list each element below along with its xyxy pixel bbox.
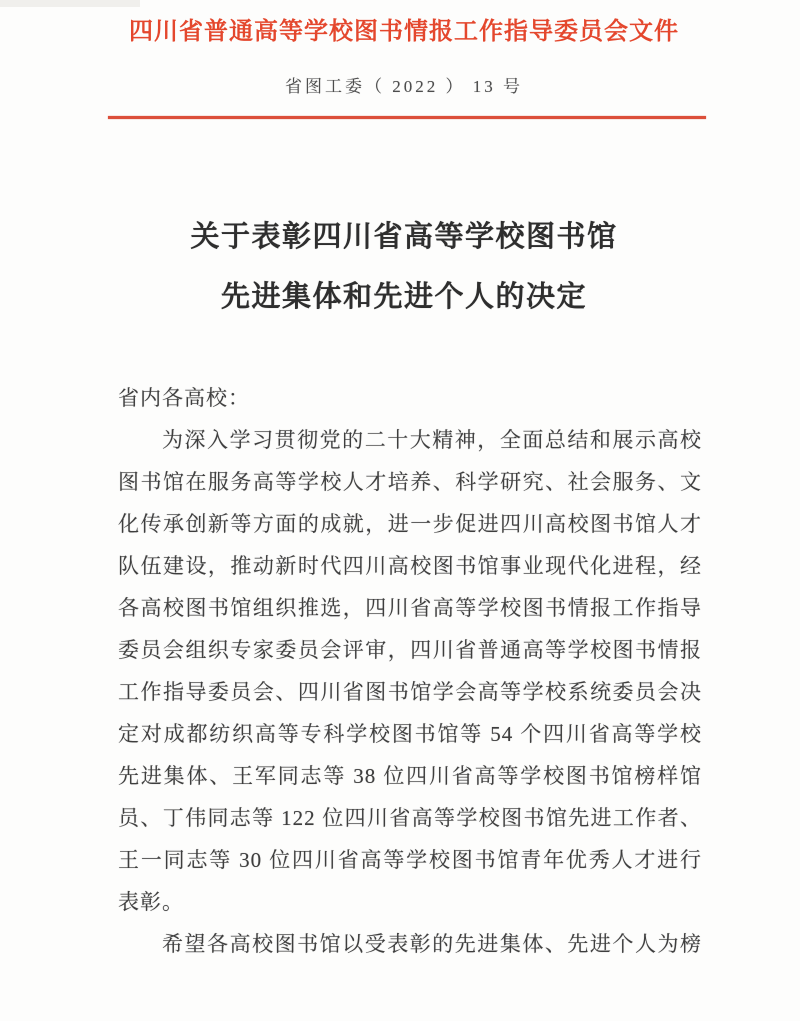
red-divider-line: [108, 116, 706, 119]
document-body: [118, 377, 702, 965]
body-line: 工作指导委员会、四川省图书馆学会高等学校系统委员会决: [118, 680, 702, 704]
body-line: 先进集体、王军同志等 38 位四川省高等学校图书馆榜样馆: [118, 764, 702, 788]
body-line: 化传承创新等方面的成就，进一步促进四川高校图书馆人才: [118, 512, 702, 536]
body-line: 委员会组织专家委员会评审，四川省普通高等学校图书情报: [118, 638, 702, 662]
document-title-line-1: 关于表彰四川省高等学校图书馆: [190, 221, 618, 253]
document-number: 省图工委（ 2022 ） 13 号: [285, 77, 523, 96]
body-line: 图书馆在服务高等学校人才培养、科学研究、社会服务、文: [118, 470, 702, 494]
salutation: 省内各高校：: [118, 386, 250, 410]
document-title: [8, 207, 800, 327]
body-line: 定对成都纺织高等专科学校图书馆等 54 个四川省高等学校: [118, 722, 702, 746]
body-line: 希望各高校图书馆以受表彰的先进集体、先进个人为榜: [162, 932, 702, 956]
body-line: 为深入学习贯彻党的二十大精神，全面总结和展示高校: [162, 428, 702, 452]
document-title-line-2: 先进集体和先进个人的决定: [220, 281, 587, 313]
body-line: 队伍建设，推动新时代四川高校图书馆事业现代化进程，经: [118, 554, 702, 578]
scan-artifact: [0, 0, 140, 7]
body-line: 王一同志等 30 位四川省高等学校图书馆青年优秀人才进行: [118, 848, 702, 872]
body-line: 表彰。: [118, 890, 184, 914]
issuing-authority-header: 四川省普通高等学校图书情报工作指导委员会文件: [129, 18, 679, 45]
body-line: 员、丁伟同志等 122 位四川省高等学校图书馆先进工作者、: [118, 806, 702, 830]
body-line: 各高校图书馆组织推选，四川省高等学校图书情报工作指导: [118, 596, 702, 620]
